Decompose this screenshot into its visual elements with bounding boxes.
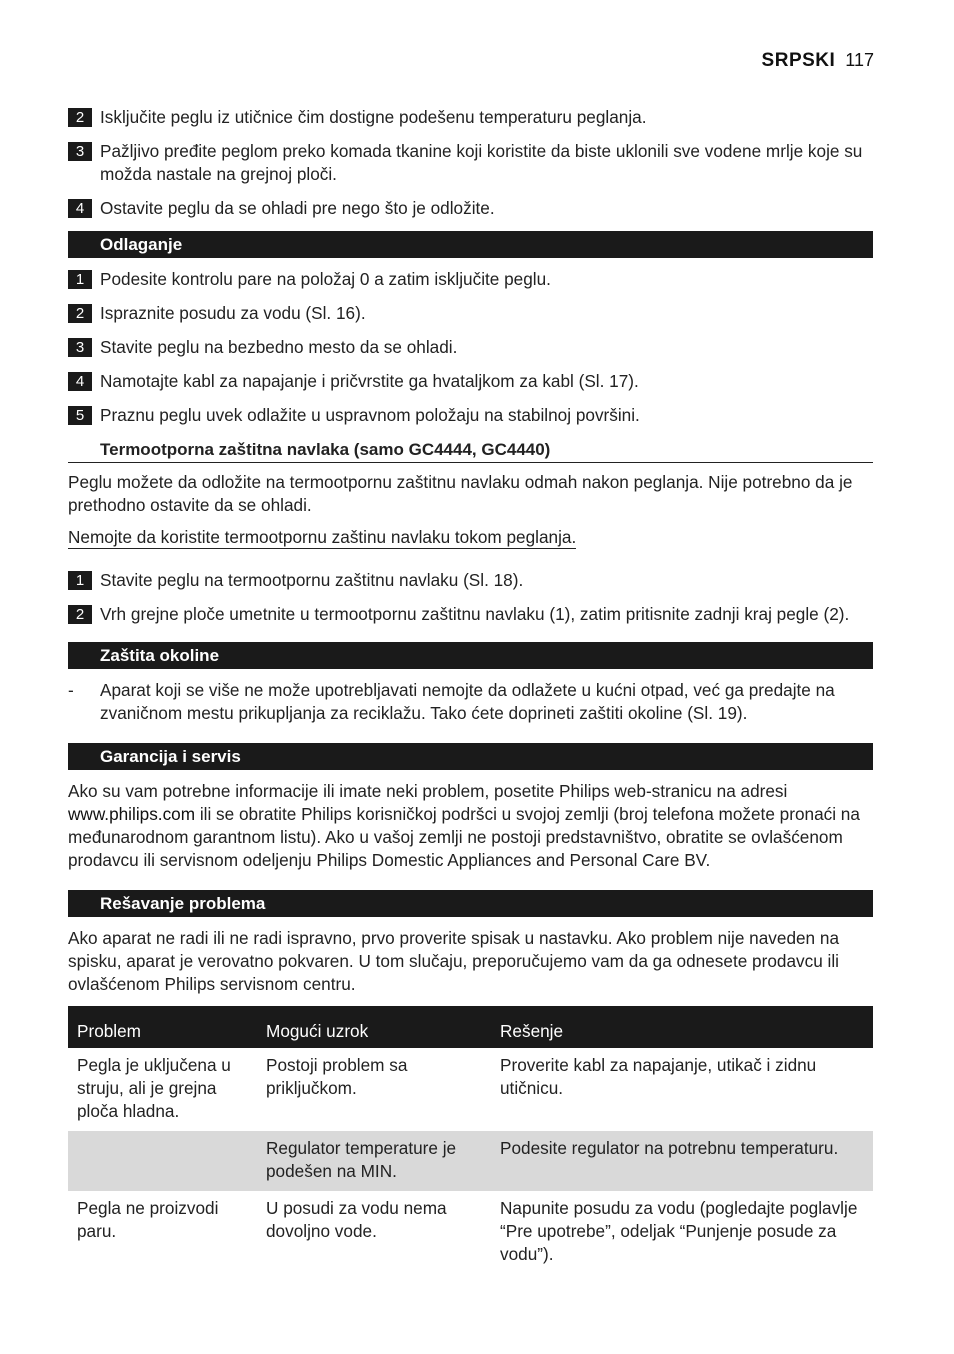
troubleshooting-table bbox=[68, 1006, 873, 1274]
step-number: 5 bbox=[68, 406, 92, 425]
step-item bbox=[68, 140, 873, 186]
header-cause: Mogući uzrok bbox=[257, 1006, 491, 1048]
step-text: Vrh grejne ploče umetnite u termootpornu zaštitnu navlaku (1), zatim pritisnite zadnji kraj pegle (2). bbox=[100, 604, 850, 624]
step-item bbox=[68, 603, 873, 626]
step-number: 3 bbox=[68, 338, 92, 357]
step-number: 4 bbox=[68, 199, 92, 218]
header-solution: Rešenje bbox=[491, 1006, 873, 1048]
step-item bbox=[68, 404, 873, 427]
section-heading-environment: Zaštita okoline bbox=[68, 642, 873, 669]
step-item bbox=[68, 370, 873, 393]
step-item bbox=[68, 268, 873, 291]
language-label: SRPSKI bbox=[761, 50, 836, 71]
step-text: Namotajte kabl za napajanje i pričvrstite ga hvataljkom za kabl (Sl. 17). bbox=[100, 371, 639, 391]
environment-item bbox=[68, 679, 873, 725]
cell-problem: Pegla je uključena u struju, ali je grejna ploča hladna. bbox=[77, 1055, 231, 1121]
table-header-row bbox=[68, 1006, 873, 1048]
section-heading-troubleshooting: Rešavanje problema bbox=[68, 890, 873, 917]
dash-bullet: - bbox=[68, 680, 74, 700]
page-content bbox=[68, 106, 873, 1274]
page-number: 117 bbox=[845, 50, 874, 70]
page-header bbox=[762, 50, 874, 72]
step-number: 2 bbox=[68, 304, 92, 323]
step-number: 2 bbox=[68, 605, 92, 624]
step-number: 1 bbox=[68, 571, 92, 590]
step-text: Stavite peglu na termootpornu zaštitnu navlaku (Sl. 18). bbox=[100, 570, 524, 590]
storage-steps bbox=[68, 268, 873, 427]
step-item bbox=[68, 336, 873, 359]
step-text: Podesite kontrolu pare na položaj 0 a zatim isključite peglu. bbox=[100, 269, 551, 289]
section-heading-guarantee: Garancija i servis bbox=[68, 743, 873, 770]
cell-solution: Napunite posudu za vodu (pogledajte poglavlje “Pre upotrebe”, odeljak “Punjenje posude za vodu”). bbox=[500, 1198, 858, 1264]
step-item bbox=[68, 197, 873, 220]
cell-cause: U posudi za vodu nema dovoljno vode. bbox=[266, 1198, 447, 1241]
step-number: 4 bbox=[68, 372, 92, 391]
step-text: Pažljivo pređite peglom preko komada tkanine koji koristite da biste uklonili sve vodene mrlje koje su možda nastale na grejnoj ploči. bbox=[100, 141, 863, 184]
cell-solution: Proverite kabl za napajanje, utikač i zidnu utičnicu. bbox=[500, 1055, 817, 1098]
subheading-heat-cover: Termootporna zaštitna navlaka (samo GC4444, GC4440) bbox=[68, 438, 873, 463]
step-item bbox=[68, 302, 873, 325]
guarantee-text-start: Ako su vam potrebne informacije ili imate neki problem, posetite Philips web-stranicu na adresi bbox=[68, 781, 788, 801]
cell-solution: Podesite regulator na potrebnu temperaturu. bbox=[491, 1131, 873, 1191]
header-problem: Problem bbox=[68, 1006, 257, 1048]
environment-text: Aparat koji se više ne može upotrebljavati nemojte da odlažete u kućni otpad, već ga predajte na zvaničnom mestu prikupljanja za reciklažu. Tako ćete doprineti zaštiti okoline (Sl. 19). bbox=[100, 680, 835, 723]
step-text: Stavite peglu na bezbedno mesto da se ohladi. bbox=[100, 337, 458, 357]
step-text: Praznu peglu uvek odlažite u uspravnom položaju na stabilnoj površini. bbox=[100, 405, 640, 425]
step-item bbox=[68, 569, 873, 592]
philips-website-link[interactable]: www.philips.com bbox=[68, 804, 196, 824]
step-text: Ispraznite posudu za vodu (Sl. 16). bbox=[100, 303, 366, 323]
step-item bbox=[68, 106, 873, 129]
cover-steps bbox=[68, 569, 873, 626]
table-row bbox=[68, 1191, 873, 1274]
step-number: 3 bbox=[68, 142, 92, 161]
cover-warning: Nemojte da koristite termootpornu zaštinu navlaku tokom peglanja. bbox=[68, 527, 577, 547]
guarantee-text bbox=[68, 780, 873, 872]
step-text: Isključite peglu iz utičnice čim dostigne podešenu temperaturu peglanja. bbox=[100, 107, 647, 127]
table-row bbox=[68, 1131, 873, 1191]
troubleshooting-intro: Ako aparat ne radi ili ne radi ispravno, prvo proverite spisak u nastavku. Ako problem nije naveden na spisku, aparat je verovatno pokvaren. U tom slučaju, preporučujemo vam da ga odnesete prodavcu ili ovlašćenom Philips servisnom centru. bbox=[68, 928, 840, 994]
table-row bbox=[68, 1048, 873, 1131]
cell-cause: Postoji problem sa priključkom. bbox=[266, 1055, 408, 1098]
cover-intro: Peglu možete da odložite na termootpornu zaštitnu navlaku odmah nakon peglanja. Nije potrebno da je prethodno ostavite da se ohladi. bbox=[68, 472, 853, 515]
section-heading-storage: Odlaganje bbox=[68, 231, 873, 258]
step-number: 2 bbox=[68, 108, 92, 127]
cell-problem bbox=[68, 1131, 257, 1191]
cell-cause: Regulator temperature je podešen na MIN. bbox=[257, 1131, 491, 1191]
step-number: 1 bbox=[68, 270, 92, 289]
steps-top bbox=[68, 106, 873, 220]
cell-problem: Pegla ne proizvodi paru. bbox=[77, 1198, 219, 1241]
guarantee-text-end: ili se obratite Philips korisničkoj podršci u svojoj zemlji (broj telefona možete pronaći na međunarodnom garantnom listu). Ako u vašoj zemlji ne postoji predstavništvo, obratite se ovlašćenom prodavcu ili servisnom odeljenju Philips Domestic Appliances and Personal Care BV. bbox=[68, 804, 860, 870]
step-text: Ostavite peglu da se ohladi pre nego što je odložite. bbox=[100, 198, 495, 218]
